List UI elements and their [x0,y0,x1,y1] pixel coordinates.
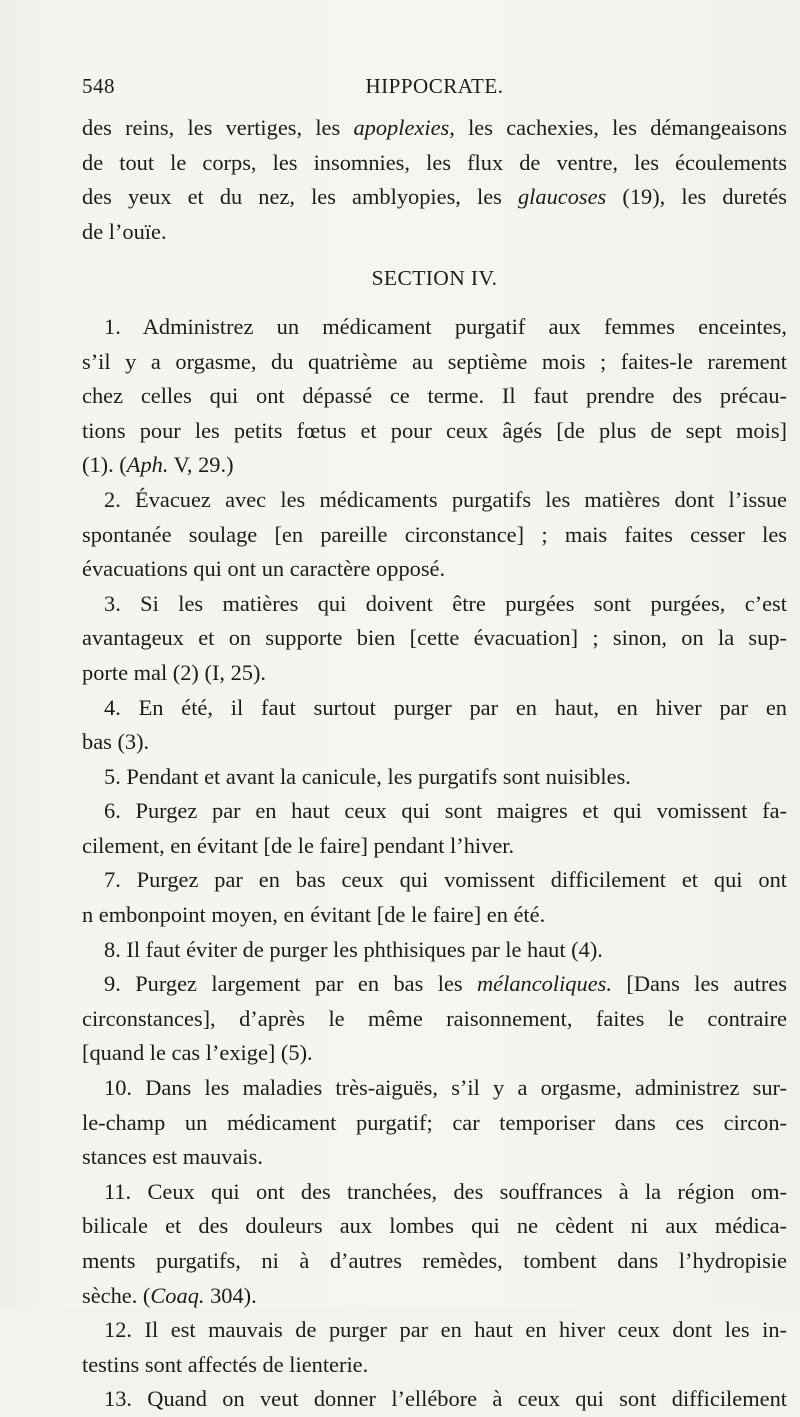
section-heading: SECTION IV. [371,266,498,291]
text-line: des yeux et du nez, les amblyopies, les glaucoses (19), les duretés [82,184,787,210]
text-line: 5. Pendant et avant la canicule, les purgatifs sont nuisibles. [104,763,631,789]
text-line: s’il y a orgasme, du quatrième au septième mois ; faites-le rarement [82,348,787,374]
text-line: 1. Administrez un médicament purgatif aux femmes enceintes, [104,313,787,339]
aphorism-8 [82,933,787,968]
text-line: bilicale et des douleurs aux lombes qui ne cèdent ni aux médica- [82,1213,787,1239]
text-line: n embonpoint moyen, en évitant [de le faire] en été. [82,902,546,928]
text-line: stances est mauvais. [82,1144,263,1170]
text-line: avantageux et on supporte bien [cette évacuation] ; sinon, on la sup- [82,625,787,651]
text-line: 6. Purgez par en haut ceux qui sont maigres et qui vomissent fa- [104,798,787,824]
text-line: chez celles qui ont dépassé ce terme. Il faut prendre des précau- [82,383,787,409]
text-line: 9. Purgez largement par en bas les mélancoliques. [Dans les autres [104,971,787,997]
text-line: [quand le cas l’exige] (5). [82,1040,313,1066]
text-line: le-champ un médicament purgatif; car temporiser dans ces circon- [82,1109,787,1135]
aphorism-3 [82,587,787,691]
text-line: 2. Évacuez avec les médicaments purgatifs les matières dont l’issue [104,486,787,512]
running-title: HIPPOCRATE. [365,74,504,98]
text-line: 13. Quand on veut donner l’ellébore à ceux qui sont difficilement [104,1386,787,1412]
text-line: 11. Ceux qui ont des tranchées, des souffrances à la région om- [104,1178,787,1204]
text-line: tions pour les petits fœtus et pour ceux âgés [de plus de sept mois] [82,417,787,443]
text-line: spontanée soulage [en pareille circonstance] ; mais faites cesser les [82,521,787,547]
intro-paragraph [82,111,787,249]
text-line: 4. En été, il faut surtout purger par en haut, en hiver par en [104,694,787,720]
text-line: évacuations qui ont un caractère opposé. [82,556,446,582]
aphorism-13 [82,1382,787,1417]
aphorism-list [82,310,787,1417]
aphorism-9 [82,967,787,1071]
text-line: des reins, les vertiges, les apoplexies, les cachexies, les démangeaisons [82,115,787,140]
text-line: 3. Si les matières qui doivent être purgées sont purgées, c’est [104,590,787,616]
body-text [82,111,787,1417]
text-line: de tout le corps, les insomnies, les flux de ventre, les écoulements [82,149,787,175]
aphorism-6 [82,794,787,863]
page-number: 548 [82,74,115,98]
text-line: circonstances], d’après le même raisonnement, faites le contraire [82,1005,787,1031]
text-line: porte mal (2) (I, 25). [82,659,267,685]
text-line: ments purgatifs, ni à d’autres remèdes, tombent dans l’hydropisie [82,1248,787,1273]
aphorism-12 [82,1313,787,1382]
aphorism-1 [82,310,787,483]
aphorism-2 [82,483,787,587]
text-line: 10. Dans les maladies très-aiguës, s’il y a orgasme, administrez sur- [104,1075,787,1101]
aphorism-7 [82,863,787,932]
aphorism-10 [82,1071,787,1175]
text-line: 7. Purgez par en bas ceux qui vomissent difficilement et qui ont [104,867,787,893]
aphorism-4 [82,691,787,760]
text-line: (1). (Aph. V, 29.) [82,452,234,478]
text-line: testins sont affectés de lienterie. [82,1351,369,1377]
text-line: cilement, en évitant [de le faire] pendant l’hiver. [82,832,515,858]
text-line: 12. Il est mauvais de purger par en haut en hiver ceux dont les in- [104,1317,787,1343]
aphorism-11 [82,1175,787,1313]
text-line: bas (3). [82,729,150,755]
text-line: sèche. (Coaq. 304). [82,1282,257,1308]
text-line: 8. Il faut éviter de purger les phthisiques par le haut (4). [104,936,603,962]
aphorism-5 [82,760,787,795]
text-line: de l’ouïe. [82,218,167,244]
page-header [82,74,787,108]
